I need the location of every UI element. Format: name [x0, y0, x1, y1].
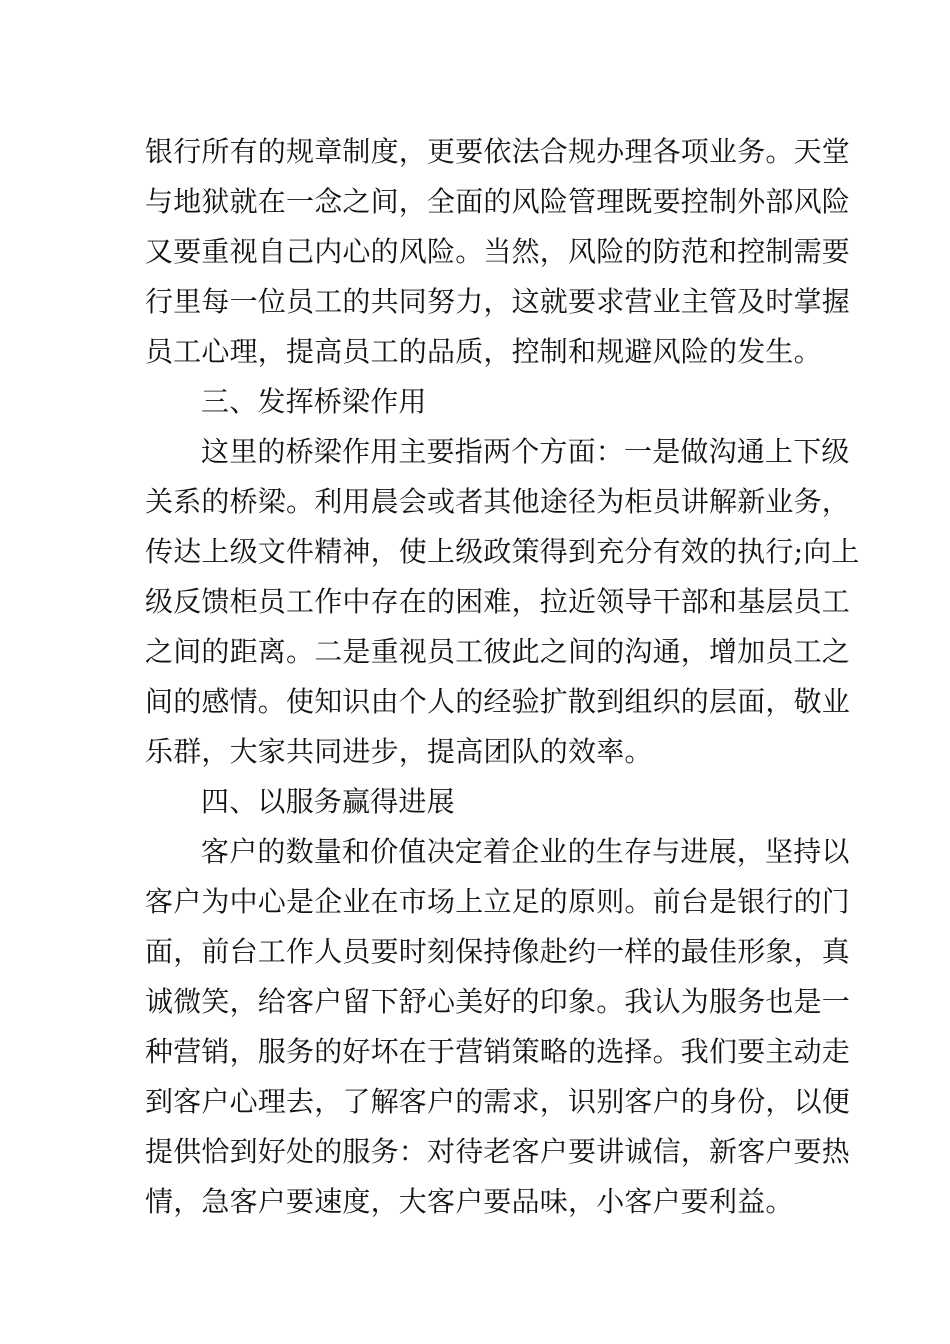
text-line: 级反馈柜员工作中存在的困难，拉近领导干部和基层员工 — [145, 585, 851, 618]
text-line: 诚微笑，给客户留下舒心美好的印象。我认为服务也是一 — [145, 985, 851, 1018]
text-line: 乐群，大家共同进步，提高团队的效率。 — [145, 735, 653, 768]
text-line: 又要重视自己内心的风险。当然，风险的防范和控制需要 — [145, 235, 851, 268]
text-line: 面，前台工作人员要时刻保持像赴约一样的最佳形象，真 — [145, 935, 851, 968]
text-line: 关系的桥梁。利用晨会或者其他途径为柜员讲解新业务， — [145, 485, 851, 518]
text-line: 种营销，服务的好坏在于营销策略的选择。我们要主动走 — [145, 1035, 851, 1068]
text-line: 传达上级文件精神，使上级政策得到充分有效的执行;向上 — [145, 535, 860, 568]
text-line: 提供恰到好处的服务：对待老客户要讲诚信，新客户要热 — [145, 1135, 851, 1168]
text-line: 银行所有的规章制度，更要依法合规办理各项业务。天堂 — [145, 135, 851, 168]
section-heading: 三、发挥桥梁作用 — [201, 385, 427, 418]
text-line: 客户为中心是企业在市场上立足的原则。前台是银行的门 — [145, 885, 851, 918]
text-line: 情，急客户要速度，大客户要品味，小客户要利益。 — [145, 1185, 794, 1218]
section-heading: 四、以服务赢得进展 — [201, 785, 455, 818]
paragraph-first-line: 客户的数量和价值决定着企业的生存与进展，坚持以 — [201, 835, 850, 868]
text-line: 到客户心理去，了解客户的需求，识别客户的身份，以便 — [145, 1085, 851, 1118]
paragraph-first-line: 这里的桥梁作用主要指两个方面：一是做沟通上下级 — [201, 435, 850, 468]
document-body — [145, 127, 860, 1227]
text-line: 间的感情。使知识由个人的经验扩散到组织的层面，敬业 — [145, 685, 851, 718]
text-line: 之间的距离。二是重视员工彼此之间的沟通，增加员工之 — [145, 635, 851, 668]
text-line: 员工心理，提高员工的品质，控制和规避风险的发生。 — [145, 335, 822, 368]
text-line: 与地狱就在一念之间，全面的风险管理既要控制外部风险 — [145, 185, 851, 218]
text-line: 行里每一位员工的共同努力，这就要求营业主管及时掌握 — [145, 285, 851, 318]
